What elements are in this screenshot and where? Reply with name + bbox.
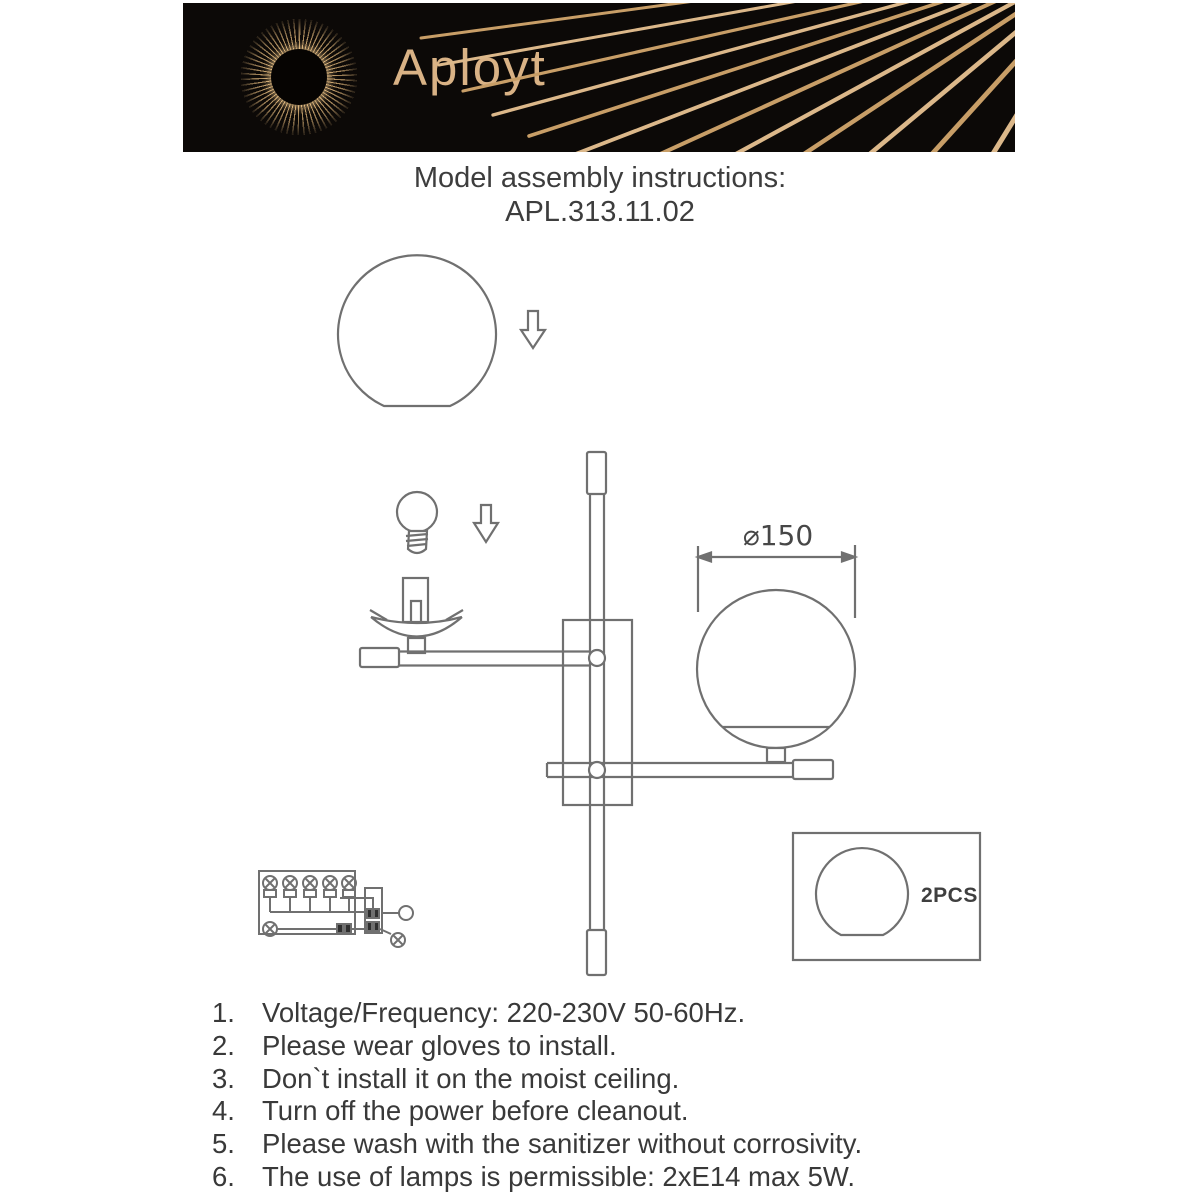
down-arrow-icon [521, 311, 545, 348]
dimension-annotation [698, 545, 855, 618]
lamp-symbols [263, 876, 356, 897]
item-text: The use of lamps is permissible: 2xE14 max 5W. [262, 1160, 856, 1192]
item-number: 5. [212, 1128, 235, 1160]
list-item [212, 1095, 1092, 1128]
list-item [212, 997, 1092, 1030]
item-number: 1. [212, 997, 235, 1028]
item-number: 3. [212, 1062, 235, 1094]
globe-shade-drawing [338, 255, 496, 406]
list-item [212, 1063, 1092, 1096]
diameter-dimension-label: ⌀150 [742, 519, 814, 552]
item-number: 2. [212, 1029, 235, 1061]
brand-name: Aployt [393, 39, 547, 96]
item-text: Please wash with the sanitizer without corrosivity. [262, 1128, 863, 1160]
item-text: Please wear gloves to install. [262, 1029, 617, 1061]
pcs-count-label: 2PCS [921, 884, 978, 907]
item-number: 4. [212, 1095, 235, 1127]
list-item [212, 1030, 1092, 1063]
title-line2: APL.313.11.02 [505, 196, 695, 228]
instruction-list [212, 997, 1092, 1194]
list-item [212, 1128, 1092, 1161]
item-text: Voltage/Frequency: 220-230V 50-60Hz. [262, 997, 746, 1028]
globe-on-arm-drawing [697, 590, 855, 762]
wiring-diagram [259, 871, 413, 947]
bulb-drawing [397, 492, 437, 553]
item-text: Don`t install it on the moist ceiling. [262, 1062, 680, 1094]
list-item [212, 1161, 1092, 1194]
title-line1: Model assembly instructions: [413, 162, 787, 194]
item-text: Turn off the power before cleanout. [262, 1095, 689, 1127]
down-arrow-icon [474, 505, 498, 542]
item-number: 6. [212, 1160, 235, 1192]
socket-holder-drawing [370, 578, 463, 653]
